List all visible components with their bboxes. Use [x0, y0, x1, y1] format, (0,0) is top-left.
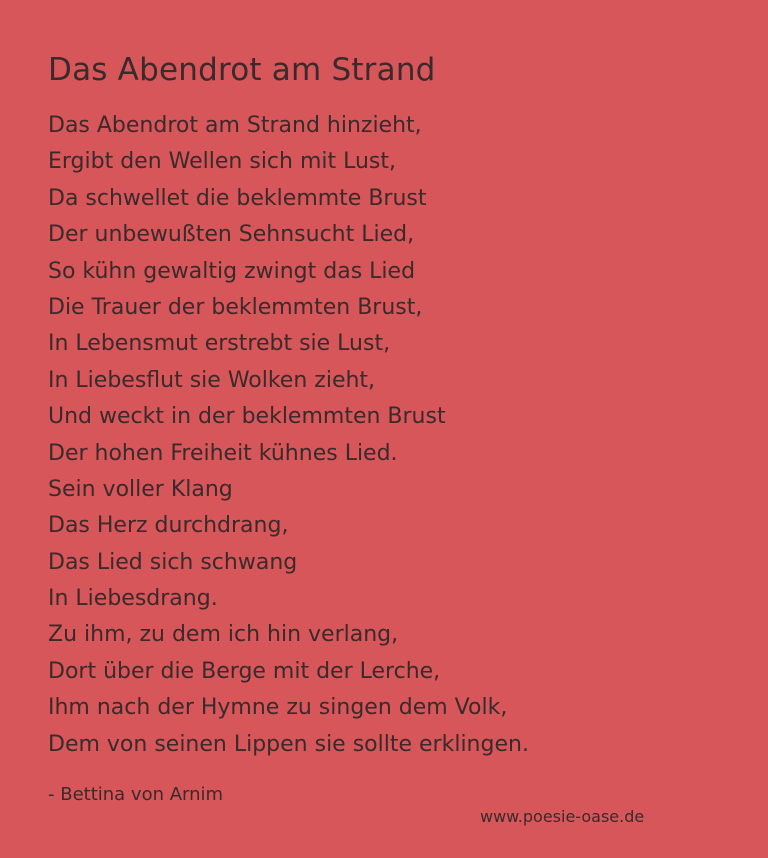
poem-line: Ergibt den Wellen sich mit Lust, — [48, 149, 397, 175]
website-credit: www.poesie-oase.de — [480, 807, 645, 826]
poem-title: Das Abendrot am Strand — [48, 52, 436, 88]
poem-line: In Liebesflut sie Wolken zieht, — [48, 367, 376, 393]
poem-line: Ihm nach der Hymne zu singen dem Volk, — [48, 695, 508, 721]
poem-line: Die Trauer der beklemmten Brust, — [48, 294, 423, 320]
poem-line: Und weckt in der beklemmten Brust — [48, 404, 446, 430]
poem-line: Da schwellet die beklemmte Brust — [48, 185, 427, 211]
poem-line: Das Abendrot am Strand hinzieht, — [48, 113, 422, 138]
poem-line: Der unbewußten Sehnsucht Lied, — [48, 222, 415, 248]
poem-line: Das Lied sich schwang — [48, 549, 298, 575]
poem-line: Zu ihm, zu dem ich hin verlang, — [48, 622, 399, 648]
poem-line: Dem von seinen Lippen sie sollte erklingen. — [48, 731, 529, 757]
poem-line: Sein voller Klang — [48, 476, 233, 502]
poem-line: Das Herz durchdrang, — [48, 513, 289, 539]
poem-line: Dort über die Berge mit der Lerche, — [48, 658, 441, 684]
poem-line: In Lebensmut erstrebt sie Lust, — [48, 331, 391, 357]
poem-author: - Bettina von Arnim — [48, 784, 224, 805]
poem-line: So kühn gewaltig zwingt das Lied — [48, 258, 416, 284]
poem-line: Der hohen Freiheit kühnes Lied. — [48, 440, 398, 466]
poem-body — [48, 108, 529, 763]
poem-line: In Liebesdrang. — [48, 586, 218, 612]
